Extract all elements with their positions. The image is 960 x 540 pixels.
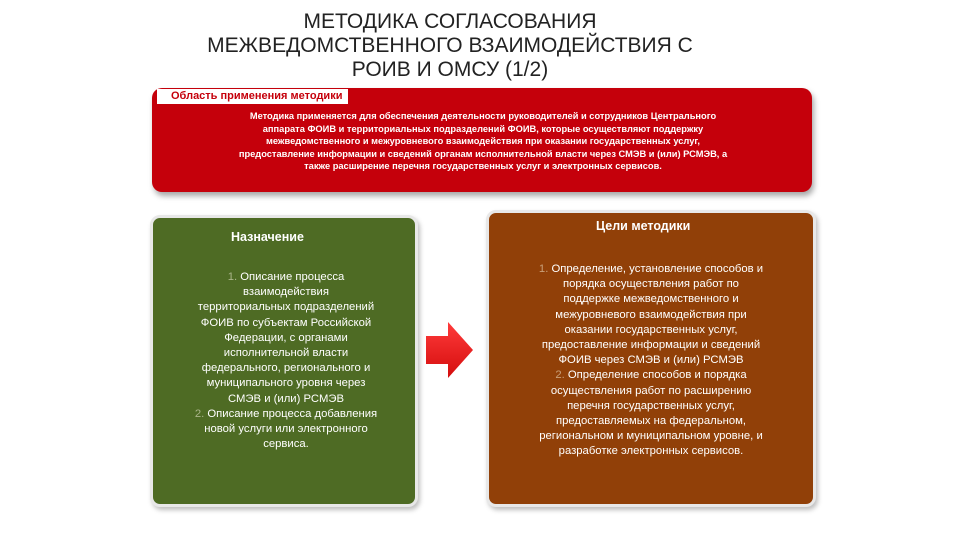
scope-line: межведомственного и межуровневого взаимодействия при оказании государственных услуг,	[265, 136, 701, 147]
purpose-item-2	[164, 407, 408, 422]
scope-text	[164, 110, 802, 173]
list-number: 2.	[194, 407, 205, 420]
scope-header: Область применения методики	[157, 89, 348, 104]
list-item-line: новой услуги или электронного	[204, 423, 368, 436]
list-item-line: взаимодействия	[243, 286, 329, 299]
list-item-text: Определение, установление способов и	[551, 263, 764, 275]
list-item-line: осуществления работ по расширению	[550, 384, 752, 397]
page-title	[150, 10, 750, 82]
purpose-title: Назначение	[231, 230, 304, 244]
list-item-line: региональном и муниципальном уровне, и	[539, 430, 763, 443]
goals-title: Цели методики	[596, 219, 691, 233]
list-item-text: Определение способов и порядка	[567, 369, 747, 382]
list-item-line: сервиса.	[263, 438, 309, 451]
scope-line: аппарата ФОИВ и территориальных подразделений ФОИВ, которые осуществляют поддержку	[262, 123, 704, 134]
page-title-line-2: МЕЖВЕДОМСТВЕННОГО ВЗАИМОДЕЙСТВИЯ С	[207, 34, 693, 57]
list-item-line: ФОИВ через СМЭВ и (или) РСМЭВ	[558, 354, 744, 367]
goals-item-1	[500, 262, 802, 277]
list-item-line: разработке электронных сервисов.	[558, 445, 744, 458]
page-title-line-3: РОИВ И ОМСУ (1/2)	[351, 58, 549, 81]
list-item-line: поддержке межведомственного и	[563, 293, 739, 306]
list-item-line: федерального, регионального и	[201, 362, 371, 375]
list-item-line: ФОИВ по субъектам Российской	[200, 316, 372, 329]
list-item-text: Описание процесса	[240, 271, 345, 283]
list-item-line: перечня государственных услуг,	[567, 399, 735, 412]
right-arrow-icon	[426, 320, 474, 380]
page-title-line-1: МЕТОДИКА СОГЛАСОВАНИЯ	[303, 10, 597, 33]
list-item-line: предоставление информации и сведений	[541, 339, 761, 352]
list-number: 2.	[555, 369, 565, 382]
list-number: 1.	[227, 271, 238, 283]
list-item-line: исполнительной власти	[223, 347, 349, 360]
purpose-text	[164, 270, 408, 452]
list-item-line: Федерации, с органами	[224, 331, 348, 344]
list-item-line: муниципального уровня через	[206, 377, 366, 390]
list-item-line: территориальных подразделений	[197, 301, 375, 314]
scope-line: предоставление информации и сведений органам исполнительной власти через СМЭВ и (или) РСМЭВ, а	[238, 148, 728, 159]
list-item-text: Описание процесса добавления	[207, 407, 378, 420]
list-item-line: межуровневого взаимодействия при	[555, 308, 747, 321]
list-item-line: оказании государственных услуг,	[564, 323, 738, 336]
purpose-item-1	[164, 270, 408, 285]
scope-line: Методика применяется для обеспечения деятельности руководителей и сотрудников Центрального	[249, 111, 717, 121]
list-number: 1.	[538, 263, 549, 275]
list-item-line: порядка осуществления работ по	[563, 278, 739, 291]
goals-text	[500, 262, 802, 460]
list-item-line: предоставляемых на федеральном,	[555, 415, 747, 428]
goals-item-2	[500, 368, 802, 383]
scope-line: также расширение перечня государственных услуг и электронных сервисов.	[304, 161, 662, 172]
list-item-line: СМЭВ и (или) РСМЭВ	[227, 392, 345, 405]
